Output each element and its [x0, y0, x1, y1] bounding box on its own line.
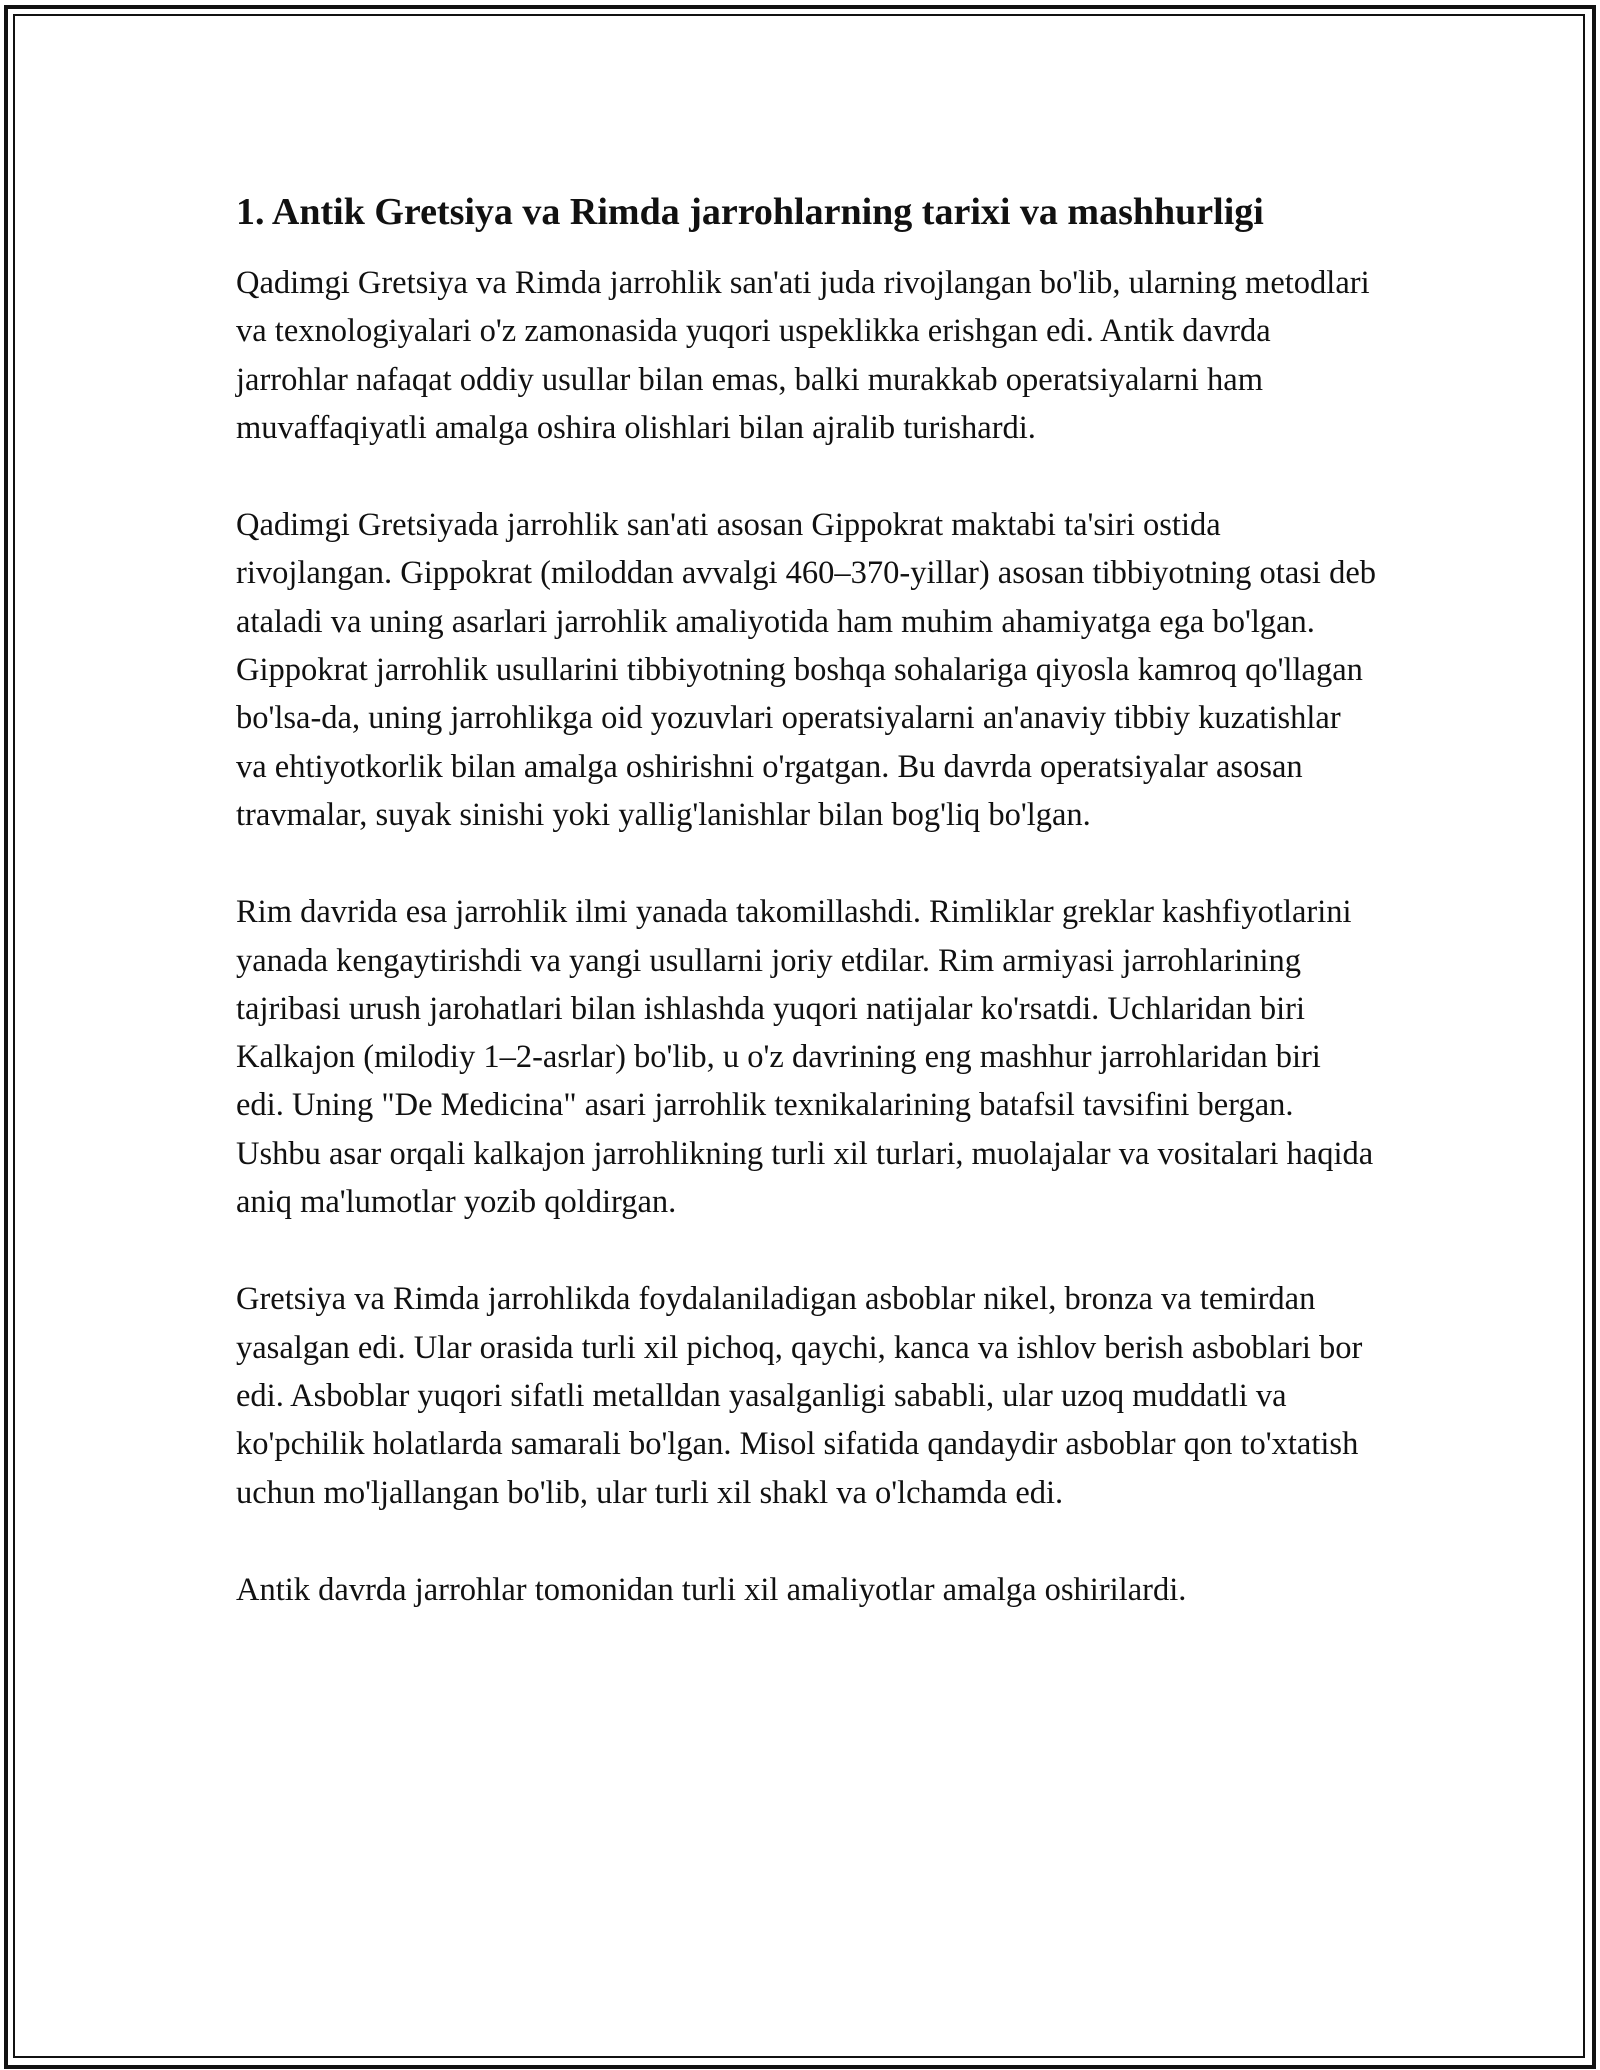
paragraph-practices: Antik davrda jarrohlar tomonidan turli xil amaliyotlar amalga oshirilardi.	[236, 1571, 1187, 1608]
section-heading: 1. Antik Gretsiya va Rimda jarrohlarning tarixi va mashhurligi	[236, 191, 1264, 233]
paragraph-intro: Qadimgi Gretsiya va Rimda jarrohlik san'ati juda rivojlangan bo'lib, ularning metodlari va texnologiyalari o'z zamonasida yuqori uspeklikka erishgan edi. Antik davrda jarrohlar nafaqat oddiy usullar bilan emas, balki murakkab operatsiyalarni ham muvaffaqiyatli amalga oshira olishlari bilan ajralib turishardi.	[236, 265, 1370, 446]
paragraph-greece: Qadimgi Gretsiyada jarrohlik san'ati asosan Gippokrat maktabi ta'siri ostida rivojlangan. Gippokrat (miloddan avvalgi 460–370-yillar) asosan tibbiyotning otasi deb ataladi va uning asarlari jarrohlik amaliyotida ham muhim ahamiyatga ega bo'lgan. Gippokrat jarrohlik usullarini tibbiyotning boshqa sohalariga qiyosla kamroq qo'llagan bo'lsa-da, uning jarrohlikga oid yozuvlari operatsiyalarni an'anaviy tibbiy kuzatishlar va ehtiyotkorlik bilan amalga oshirishni o'rgatgan. Bu davrda operatsiyalar asosan travmalar, suyak sinishi yoki yallig'lanishlar bilan bog'liq bo'lgan.	[236, 507, 1376, 833]
paragraph-instruments: Gretsiya va Rimda jarrohlikda foydalaniladigan asboblar nikel, bronza va temirdan yasalgan edi. Ular orasida turli xil pichoq, qaychi, kanca va ishlov berish asboblari bor edi. Asboblar yuqori sifatli metalldan yasalganligi sababli, ular uzoq muddatli va ko'pchilik holatlarda samarali bo'lgan. Misol sifatida qandaydir asboblar qon to'xtatish uchun mo'ljallangan bo'lib, ular turli xil shakl va o'lchamda edi.	[236, 1281, 1363, 1511]
paragraph-rome: Rim davrida esa jarrohlik ilmi yanada takomillashdi. Rimliklar greklar kashfiyotlarini yanada kengaytirishdi va yangi usullarni joriy etdilar. Rim armiyasi jarrohlarining tajribasi urush jarohatlari bilan ishlashda yuqori natijalar ko'rsatdi. Uchlaridan biri Kalkajon (milodiy 1–2-asrlar) bo'lib, u o'z davrining eng mashhur jarrohlaridan biri edi. Uning "De Medicina" asari jarrohlik texnikalarining batafsil tavsifini bergan. Ushbu asar orqali kalkajon jarrohlikning turli xil turlari, muolajalar va vositalari haqida aniq ma'lumotlar yozib qoldirgan.	[236, 894, 1374, 1221]
document-body	[236, 185, 1376, 1663]
